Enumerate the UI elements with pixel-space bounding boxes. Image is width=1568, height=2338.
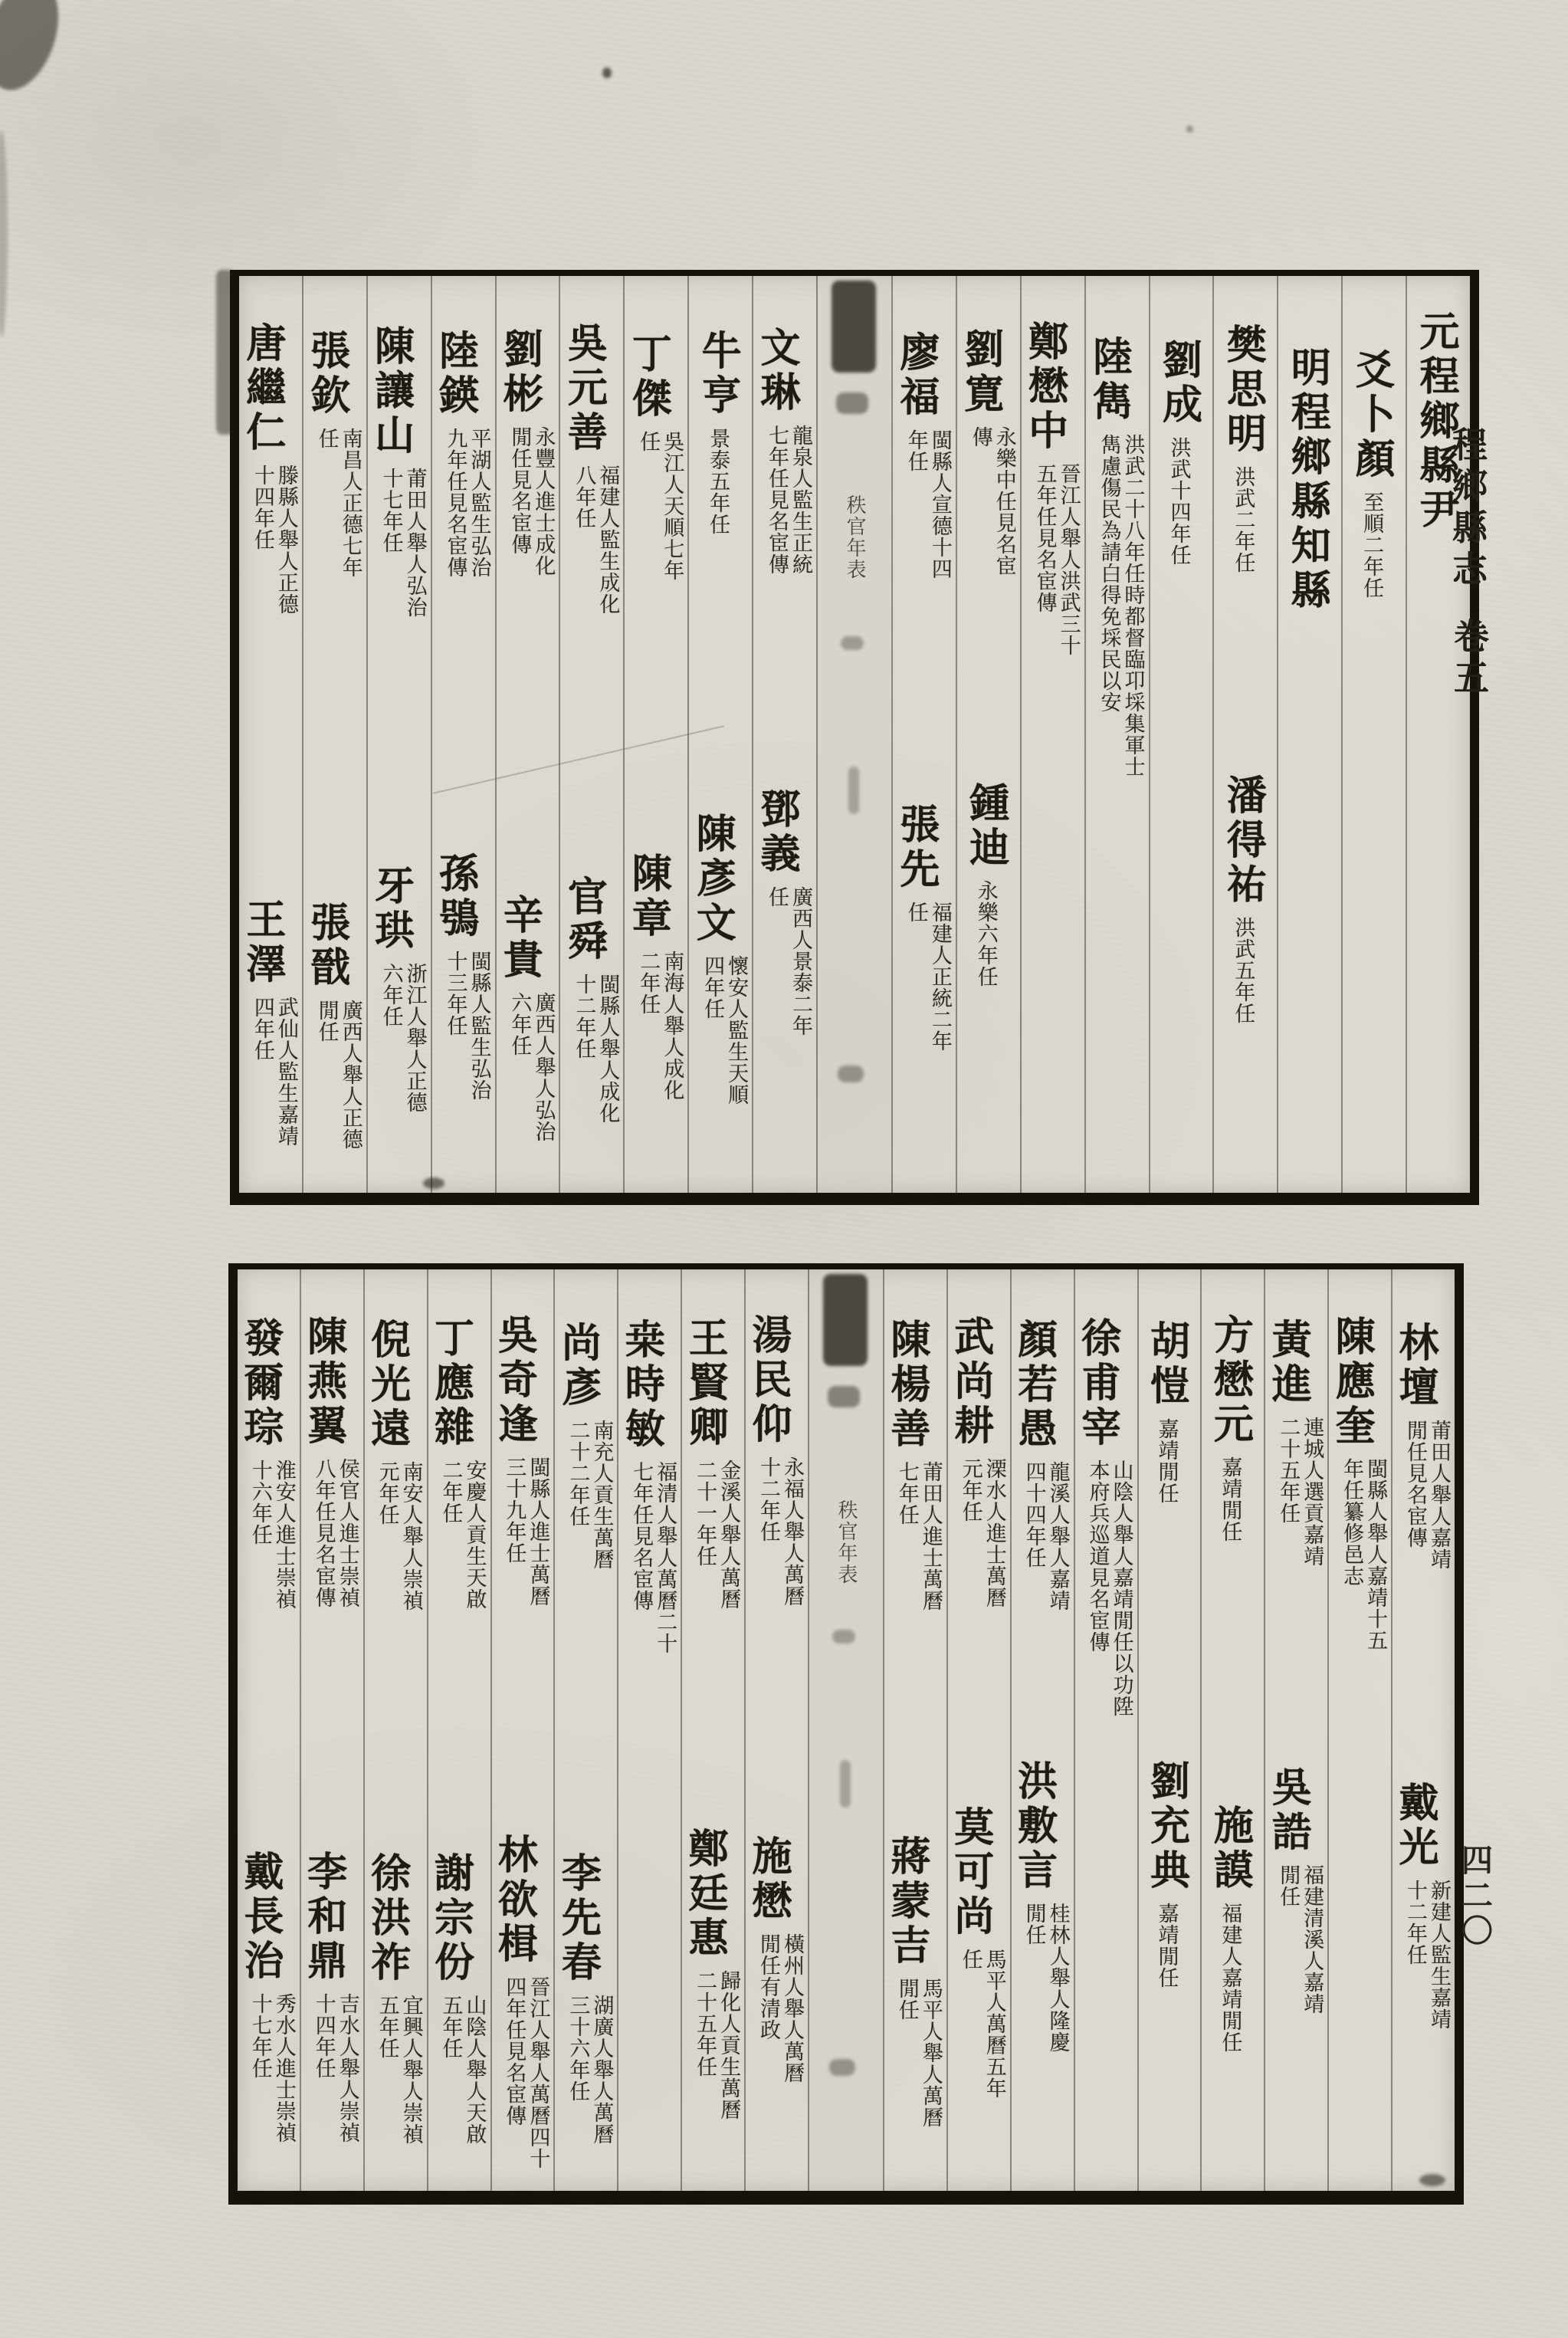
- tenure-annotation: 景泰五年任: [706, 428, 730, 535]
- officials-column: [238, 1269, 300, 2191]
- official-name: 牙珙: [367, 865, 415, 954]
- tenure-annotation: 永樂中任見名宦傳: [968, 426, 1016, 576]
- official-entry: [940, 1315, 1006, 1625]
- tenure-annotation: 武仙人監生嘉靖四年任: [250, 997, 298, 1147]
- tenure-annotation: 廣西人舉人弘治六年任: [507, 992, 556, 1142]
- officials-column: [490, 1269, 554, 2191]
- official-name: 吳誥: [1265, 1766, 1312, 1855]
- tenure-annotation: 福建清溪人嘉靖閒任: [1276, 1864, 1324, 2015]
- tenure-annotation: 嘉靖閒任: [1154, 1418, 1179, 1504]
- officials-column: [1264, 1269, 1327, 2191]
- tenure-annotation: 閩縣人進士萬曆三十九年任: [502, 1456, 550, 1607]
- official-entry: [737, 1835, 804, 2100]
- tenure-annotation: 歸化人貢生萬曆二十五年任: [693, 1970, 741, 2120]
- tenure-annotation: 南安人舉人崇禎元年任: [375, 1461, 423, 1611]
- ink-smudge: [836, 392, 868, 414]
- official-name: 陳燕翼: [300, 1315, 347, 1449]
- tenure-annotation: 南海人舉人成化二年任: [636, 951, 684, 1101]
- official-entry: [425, 852, 491, 1118]
- officials-column: [891, 276, 956, 1193]
- official-entry: [746, 327, 812, 592]
- tenure-annotation: 宜興人舉人崇禎五年任: [375, 1995, 423, 2145]
- officials-column: [431, 276, 495, 1193]
- tenure-annotation: 莆田人舉人弘治十七年任: [379, 468, 427, 618]
- tenure-annotation: 晉江人舉人洪武三十五年任見名宦傳: [1032, 463, 1081, 656]
- official-name: 張先: [892, 803, 940, 892]
- official-entry: [687, 330, 748, 595]
- official-entry: [1257, 1318, 1324, 1584]
- ink-smudge: [838, 1066, 864, 1082]
- official-entry: [420, 1317, 487, 1627]
- official-name: 陳應奎: [1328, 1315, 1376, 1449]
- tenure-annotation: 莆田人舉人嘉靖閒任見名宦傳: [1403, 1420, 1451, 1570]
- tenure-annotation: 福清人舉人萬曆二十七年任見名宦傳: [629, 1461, 677, 1654]
- tenure-annotation: 福建人監生成化八年任: [572, 465, 620, 615]
- official-entry: [1199, 1804, 1260, 2070]
- tenure-annotation: 福建人嘉靖閒任: [1218, 1903, 1242, 2053]
- official-name: 丁傑: [625, 333, 672, 422]
- column-row: [239, 276, 1470, 1193]
- tenure-annotation: 山陰人舉人嘉靖閒任以功陞本府兵巡道見名宦傳: [1085, 1460, 1133, 1717]
- official-name: 戴長治: [236, 1850, 284, 1984]
- tenure-annotation: 馬平人萬曆五年任: [958, 1949, 1006, 2099]
- tenure-annotation: 福建人正統二年任: [904, 901, 952, 1052]
- official-entry: [1257, 1766, 1324, 2031]
- official-entry: [296, 330, 362, 595]
- official-name: 吳奇逢: [490, 1314, 538, 1447]
- tenure-annotation: 懷安人監生天順四年任: [700, 955, 749, 1105]
- ink-smudge: [832, 281, 876, 373]
- official-entry: [356, 1318, 423, 1628]
- official-name: 林欲楫: [490, 1834, 538, 1967]
- official-entry: [1003, 1760, 1070, 2070]
- official-entry: [360, 865, 427, 1130]
- tenure-annotation: 南昌人正德七年任: [314, 428, 362, 578]
- ink-smudge: [841, 636, 864, 650]
- official-entry: [483, 1834, 549, 2171]
- officials-column: [1200, 1269, 1264, 2191]
- official-entry: [1078, 336, 1145, 795]
- official-entry: [1199, 1314, 1260, 1624]
- tenure-annotation: 洪武二年任: [1231, 466, 1255, 573]
- official-entry: [885, 803, 952, 1069]
- officials-column: [239, 276, 302, 1193]
- official-name: 鄧義: [753, 788, 800, 877]
- official-name: 施謨: [1206, 1804, 1254, 1893]
- official-entry: [1212, 323, 1273, 633]
- official-entry: [950, 328, 1016, 593]
- official-name: 施懋: [744, 1835, 792, 1924]
- official-name: 洪敷言: [1010, 1760, 1058, 1893]
- officials-column: [1084, 276, 1149, 1193]
- official-entry: [876, 1318, 943, 1628]
- officials-column: [1406, 276, 1470, 1193]
- officials-column: [623, 276, 687, 1193]
- officials-column: [363, 1269, 427, 2191]
- official-entry: [293, 1850, 359, 2160]
- ink-smudge: [832, 1630, 855, 1643]
- official-name: 劉彬: [496, 328, 543, 417]
- section-header-text: 元程鄉縣尹: [1412, 310, 1459, 533]
- tenure-annotation: 南充人貢生萬曆二十二年任: [566, 1420, 614, 1570]
- official-name: 徐甫宰: [1074, 1317, 1121, 1450]
- official-entry: [1014, 320, 1081, 658]
- gutter-label: 秩官年表: [834, 1499, 858, 1585]
- officials-column: [559, 276, 623, 1193]
- official-entry: [483, 1314, 549, 1624]
- officials-column: [553, 1269, 617, 2191]
- official-name: 倪光遠: [363, 1318, 411, 1452]
- official-entry: [1135, 1760, 1196, 2070]
- tenure-annotation: 淮安人進士崇禎十六年任: [248, 1460, 296, 1610]
- official-entry: [546, 1852, 613, 2162]
- official-entry: [1320, 1315, 1387, 1653]
- ink-stain: [1186, 126, 1193, 133]
- official-entry: [229, 1317, 296, 1627]
- tenure-annotation: 桂林人舉人隆慶閒任: [1022, 1903, 1070, 2053]
- official-name: 劉成: [1155, 339, 1202, 428]
- official-entry: [1147, 339, 1209, 604]
- ink-stain: [423, 1177, 444, 1189]
- gutter-column: [808, 1269, 883, 2191]
- official-name: 潘得祐: [1219, 774, 1267, 908]
- officials-column: [1010, 1269, 1074, 2191]
- tenure-annotation: 廣西人舉人正德閒任: [314, 1000, 362, 1150]
- official-name: 吳元善: [560, 322, 608, 455]
- tenure-annotation: 洪武五年任: [1231, 917, 1255, 1024]
- ink-smudge: [840, 1760, 851, 1808]
- ink-smudge: [848, 767, 859, 814]
- official-name: 陳楊善: [883, 1318, 930, 1452]
- officials-column: [302, 276, 366, 1193]
- margin-book-title: 程鄉縣志: [1447, 426, 1488, 592]
- official-name: 胡愷: [1143, 1320, 1190, 1409]
- official-name: 戴光: [1392, 1781, 1438, 1870]
- official-name: 官舜: [560, 875, 608, 964]
- tenure-annotation: 湖廣人舉人萬曆三十六年任: [566, 1995, 614, 2145]
- section-header: [1276, 346, 1337, 613]
- tenure-annotation: 晉江人舉人萬曆四十四年任見名宦傳: [502, 1976, 550, 2169]
- official-name: 孫鴞: [431, 852, 479, 941]
- official-name: 陸鍈: [431, 330, 479, 419]
- official-entry: [681, 813, 748, 1122]
- ink-stain: [1419, 2174, 1445, 2186]
- text-block-top: [230, 270, 1479, 1205]
- officials-column: [1020, 276, 1084, 1193]
- official-name: 廖福: [892, 331, 940, 420]
- official-entry: [231, 322, 298, 632]
- official-entry: [553, 322, 619, 632]
- tenure-annotation: 馬平人舉人萬曆閒任: [894, 1978, 943, 2128]
- margin-volume-label: 卷五: [1448, 618, 1490, 701]
- official-entry: [1384, 1781, 1451, 2047]
- official-name: 李和鼎: [300, 1850, 347, 1984]
- official-entry: [231, 898, 298, 1164]
- tenure-annotation: 安慶人貢生天啟二年任: [438, 1460, 487, 1610]
- officials-column: [1341, 276, 1406, 1193]
- official-name: 樊思明: [1219, 323, 1267, 457]
- official-entry: [610, 1318, 677, 1656]
- tenure-annotation: 橫州人舉人萬曆閒任有清政: [756, 1933, 804, 2084]
- official-name: 鄭廷惠: [681, 1827, 729, 1961]
- official-name: 徐洪祚: [363, 1852, 411, 1985]
- officials-column: [687, 276, 752, 1193]
- tenure-annotation: 洪武十四年任: [1166, 437, 1191, 566]
- officials-column: [1137, 1269, 1201, 2191]
- tenure-annotation: 閩縣人舉人成化十二年任: [572, 974, 620, 1124]
- official-entry: [293, 1315, 359, 1625]
- official-entry: [296, 901, 362, 1167]
- officials-column: [1391, 1269, 1455, 2191]
- official-name: 顏若愚: [1010, 1318, 1058, 1452]
- tenure-annotation: 金溪人舉人萬曆二十一年任: [693, 1460, 741, 1610]
- official-name: 辛貴: [496, 894, 543, 983]
- officials-column: [752, 276, 816, 1193]
- officials-column: [617, 1269, 681, 2191]
- official-name: 丁應雜: [427, 1317, 474, 1450]
- official-entry: [955, 782, 1016, 1047]
- official-name: 湯民仰: [744, 1314, 792, 1447]
- officials-column: [681, 1269, 744, 2191]
- tenure-annotation: 新建人監生嘉靖十二年任: [1403, 1880, 1451, 2030]
- officials-column: [956, 276, 1020, 1193]
- official-name: 鄭懋中: [1021, 320, 1068, 454]
- officials-column: [1149, 276, 1213, 1193]
- tenure-annotation: 龍溪人舉人嘉靖四十四年任: [1022, 1461, 1070, 1611]
- official-name: 謝宗份: [427, 1852, 474, 1985]
- official-name: 莫可尚: [946, 1806, 994, 1939]
- official-name: 張欽: [303, 330, 350, 419]
- officials-column: [1277, 276, 1341, 1193]
- official-entry: [737, 1314, 804, 1624]
- tenure-annotation: 嘉靖閒任: [1154, 1903, 1179, 1988]
- official-name: 張戩: [303, 901, 350, 990]
- official-name: 鍾迪: [962, 782, 1009, 871]
- tenure-annotation: 廣西人景泰二年任: [764, 886, 812, 1036]
- official-entry: [546, 1322, 613, 1587]
- official-entry: [876, 1835, 943, 2145]
- tenure-annotation: 吉水人舉人崇禎十四年任: [311, 1993, 359, 2143]
- official-name: 林壇: [1392, 1322, 1438, 1410]
- official-name: 方懋元: [1206, 1314, 1254, 1447]
- tenure-annotation: 吳江人天順七年任: [636, 431, 684, 581]
- tenure-annotation: 平湖人監生弘治九年任見名宦傳: [443, 428, 491, 578]
- official-name: 牛亨: [694, 330, 742, 419]
- official-name: 武尚耕: [946, 1315, 994, 1449]
- tenure-annotation: 山陰人舉人天啟五年任: [438, 1995, 487, 2145]
- official-entry: [488, 328, 555, 593]
- tenure-annotation: 溧水人進士萬曆元年任: [958, 1458, 1006, 1608]
- official-entry: [229, 1850, 296, 2160]
- official-entry: [746, 788, 812, 1053]
- official-name: 蔣蒙吉: [883, 1835, 930, 1969]
- official-name: 發爾琮: [236, 1317, 284, 1450]
- official-entry: [425, 330, 491, 595]
- tenure-annotation: 滕縣人舉人正德十四年任: [250, 465, 298, 615]
- ink-smudge: [823, 1274, 868, 1366]
- ink-smudge: [829, 2059, 855, 2076]
- tenure-annotation: 閩縣人舉人嘉靖十五年任纂修邑志: [1340, 1458, 1388, 1651]
- tenure-annotation: 閩縣人宣德十四年任: [904, 429, 952, 580]
- page-number: 四二〇: [1456, 1844, 1493, 1949]
- tenure-annotation: 莆田人進士萬曆七年任: [894, 1461, 943, 1611]
- official-entry: [553, 875, 619, 1141]
- column-row: [238, 1269, 1455, 2191]
- official-name: 桒時敏: [618, 1318, 665, 1452]
- officials-column: [883, 1269, 946, 2191]
- officials-column: [300, 1269, 363, 2191]
- official-entry: [1384, 1322, 1451, 1587]
- tenure-annotation: 閩縣人監生弘治十三年任: [443, 951, 491, 1101]
- official-entry: [420, 1852, 487, 2162]
- official-name: 文琳: [753, 327, 800, 415]
- tenure-annotation: 龍泉人監生正統七年任見名宦傳: [764, 425, 812, 575]
- officials-column: [1327, 1269, 1391, 2191]
- officials-column: [366, 276, 431, 1193]
- tenure-annotation: 洪武二十八年任時都督臨卭埰集軍士雋慮傷民為請白得免埰民以安: [1097, 434, 1145, 777]
- official-entry: [1340, 349, 1402, 658]
- tenure-annotation: 侯官人進士崇禎八年任見名宦傳: [311, 1458, 359, 1608]
- official-entry: [674, 1317, 740, 1627]
- official-entry: [674, 1827, 740, 2137]
- official-name: 陳章: [625, 852, 672, 941]
- officials-column: [1074, 1269, 1137, 2191]
- tenure-annotation: 連城人選貢嘉靖二十五年任: [1276, 1417, 1324, 1567]
- official-name: 陳讓山: [367, 325, 415, 458]
- ink-stain: [602, 67, 612, 78]
- officials-column: [1212, 276, 1277, 1193]
- tenure-annotation: 永福人舉人萬曆十二年任: [756, 1456, 804, 1607]
- tenure-annotation: 秀水人進士崇禎十七年任: [248, 1993, 296, 2143]
- official-name: 唐繼仁: [238, 322, 286, 455]
- official-entry: [617, 333, 684, 598]
- official-entry: [940, 1806, 1006, 2116]
- official-entry: [1212, 774, 1273, 1084]
- official-entry: [617, 852, 684, 1118]
- tenure-annotation: 永豐人進士成化閒任見名宦傳: [507, 426, 556, 576]
- officials-column: [495, 276, 559, 1193]
- official-name: 陸雋: [1085, 336, 1133, 425]
- ink-stain: [0, 0, 71, 100]
- section-header-text: 明程鄉縣知縣: [1284, 346, 1331, 613]
- official-entry: [1067, 1317, 1133, 1726]
- official-name: 王澤: [238, 898, 286, 987]
- tenure-annotation: 嘉靖閒任: [1218, 1456, 1242, 1542]
- official-name: 李先春: [554, 1852, 602, 1985]
- official-name: 劉充典: [1143, 1760, 1190, 1893]
- official-entry: [488, 894, 555, 1159]
- officials-column: [946, 1269, 1010, 2191]
- official-name: 王賢卿: [681, 1317, 729, 1450]
- ink-stain: [0, 130, 8, 337]
- ink-stain: [216, 270, 235, 435]
- official-entry: [1135, 1320, 1196, 1585]
- official-name: 劉寛: [956, 328, 1004, 417]
- tenure-annotation: 永樂六年任: [973, 880, 998, 987]
- gutter-label: 秩官年表: [842, 494, 866, 580]
- officials-column: [427, 1269, 490, 2191]
- text-block-bottom: [228, 1263, 1464, 2205]
- tenure-annotation: 至順二年任: [1360, 491, 1384, 599]
- official-name: 陳彥文: [689, 813, 736, 946]
- official-entry: [360, 325, 427, 635]
- tenure-annotation: 浙江人舉人正德六年任: [379, 963, 427, 1113]
- official-name: 黃進: [1265, 1318, 1312, 1407]
- officials-column: [744, 1269, 808, 2191]
- gutter-column: [816, 276, 891, 1193]
- official-name: 尚彥: [554, 1322, 602, 1410]
- official-name: 爻卜顏: [1348, 349, 1396, 482]
- official-entry: [885, 331, 952, 596]
- ink-smudge: [828, 1386, 860, 1407]
- official-entry: [1003, 1318, 1070, 1628]
- official-entry: [356, 1852, 423, 2162]
